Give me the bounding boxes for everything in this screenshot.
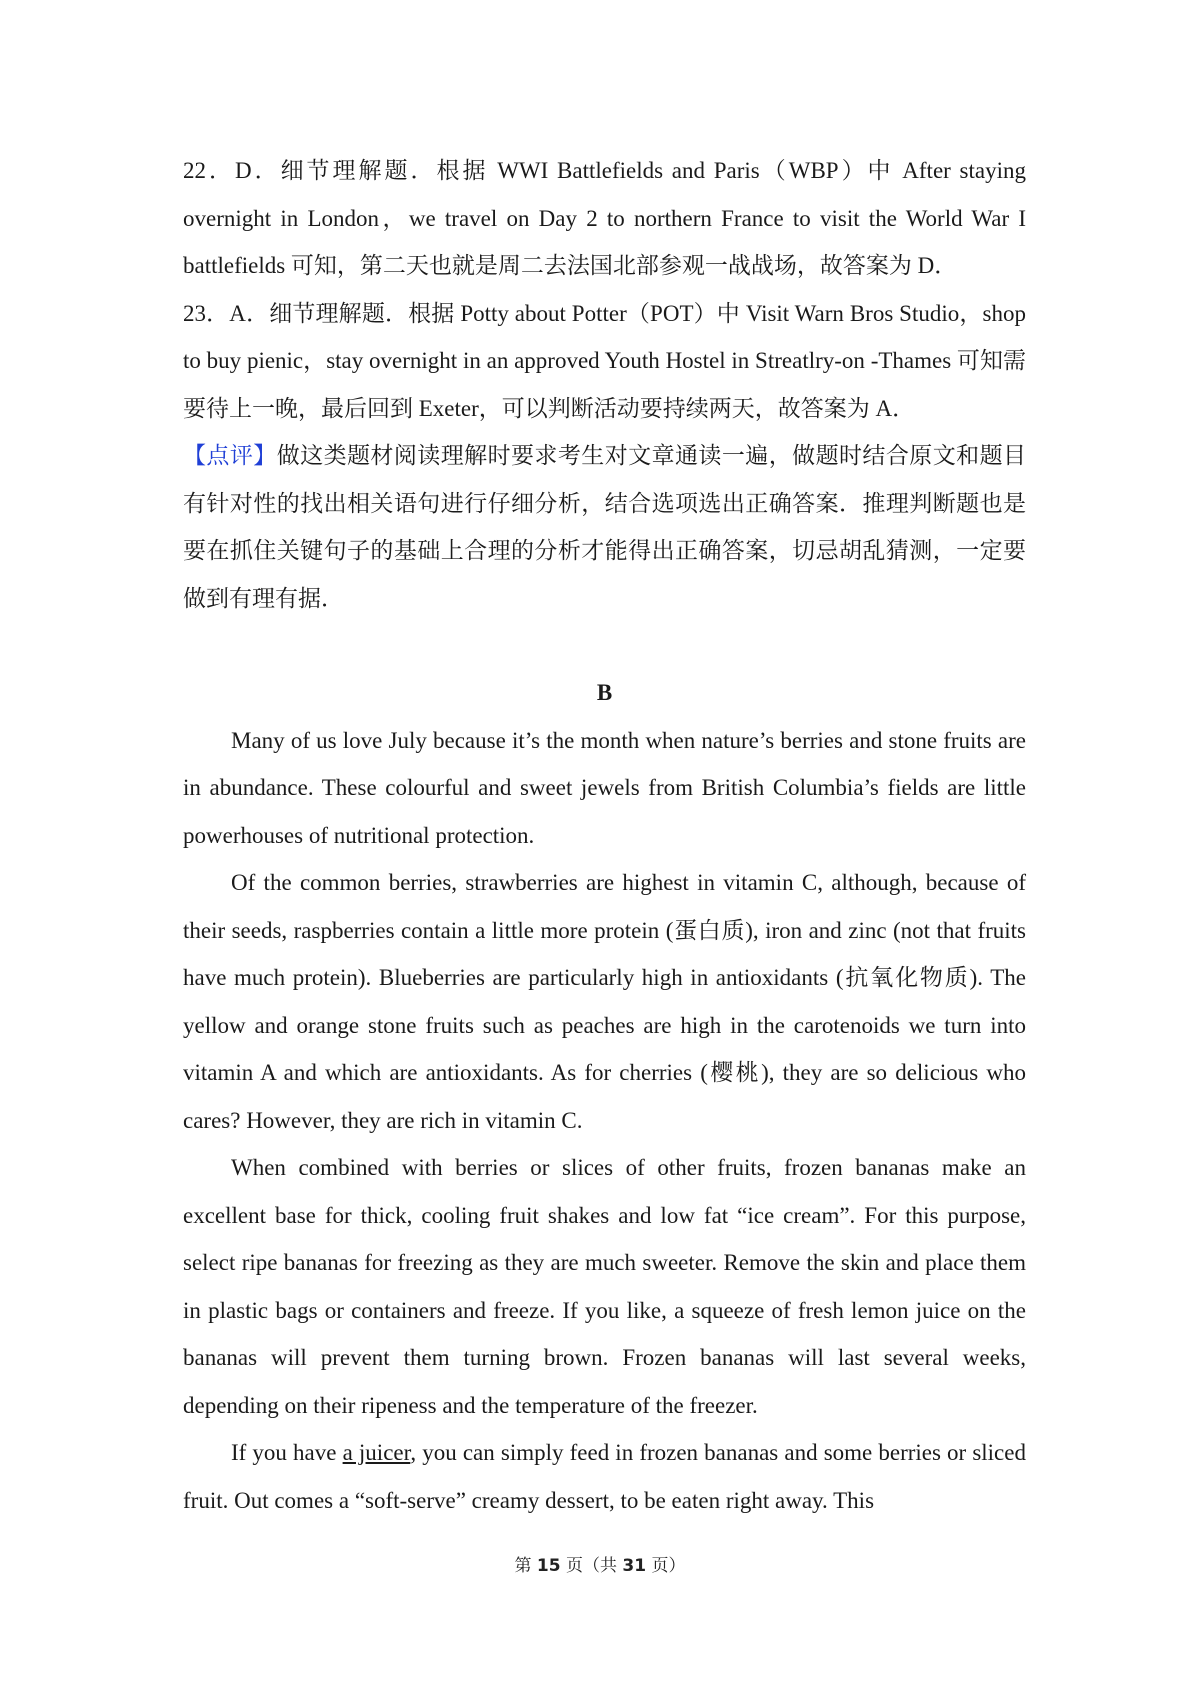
footer-suffix: 页） bbox=[651, 1556, 686, 1576]
comment-text: 做这类题材阅读理解时要求考生对文章通读一遍，做题时结合原文和题目有针对性的找出相关语句进行仔细分析，结合选项选出正确答案．推理判断题也是要在抓住关键句子的基础上合理的分析才能得出正确答案，切忌胡乱猜测，一定要做到有理有据． bbox=[183, 443, 1027, 611]
paragraph-4-after: , you can simply feed in frozen bananas and some berries or sliced fruit. Out comes a “soft-serve” creamy dessert, to be eaten right away. This bbox=[183, 1440, 1026, 1513]
underlined-phrase: a juicer bbox=[342, 1440, 411, 1465]
footer-middle: 页（共 bbox=[566, 1556, 617, 1576]
comment-block bbox=[183, 432, 1026, 622]
passage-paragraph-4 bbox=[183, 1429, 1026, 1524]
comment-tag: 【点评】 bbox=[183, 443, 277, 468]
document-body bbox=[183, 147, 1026, 1524]
passage-paragraph-1: Many of us love July because it’s the month when nature’s berries and stone fruits are in abundance. These colourful and sweet jewels from British Columbia’s fields are little powerhouses of nutritional protection. bbox=[183, 727, 1026, 848]
footer-prefix: 第 bbox=[514, 1556, 532, 1576]
answer-23: 23．A．细节理解题．根据 Potty about Potter（POT）中 Visit Warn Bros Studio，shop to buy pienic，stay overnight in an approved Youth Hostel in Streatlry-on -Thames 可知需要待上一晚，最后回到 Exeter，可以判断活动要持续两天，故答案为 A． bbox=[183, 300, 1026, 421]
answer-22: 22．D．细节理解题．根据 WWI Battlefields and Paris（WBP）中 After staying overnight in London，we travel on Day 2 to northern France to visit the World War I battlefields 可知，第二天也就是周二去法国北部参观一战战场，故答案为 D． bbox=[183, 158, 1026, 278]
page-footer bbox=[0, 1551, 1200, 1576]
footer-total-pages: 31 bbox=[622, 1556, 647, 1576]
paragraph-4-before: If you have bbox=[231, 1440, 343, 1465]
footer-page-number: 15 bbox=[536, 1556, 561, 1576]
passage-paragraph-2: Of the common berries, strawberries are highest in vitamin C, although, because of their seeds, raspberries contain a little more protein (蛋白质), iron and zinc (not that fruits have much protein). Blueberries are particularly high in antioxidants (抗氧化物质). The yellow and orange stone fruits such as peaches are high in the carotenoids we turn into vitamin A and which are antioxidants. As for cherries (樱桃), they are so delicious who cares? However, they are rich in vitamin C. bbox=[183, 870, 1026, 1133]
passage-paragraph-3: When combined with berries or slices of other fruits, frozen bananas make an excellent base for thick, cooling fruit shakes and low fat “ice cream”. For this purpose, select ripe bananas for freezing as they are much sweeter. Remove the skin and place them in plastic bags or containers and freeze. If you like, a squeeze of fresh lemon juice on the bananas will prevent them turning brown. Frozen bananas will last several weeks, depending on their ripeness and the temperature of the freezer. bbox=[183, 1155, 1026, 1418]
section-heading: B bbox=[596, 680, 613, 705]
